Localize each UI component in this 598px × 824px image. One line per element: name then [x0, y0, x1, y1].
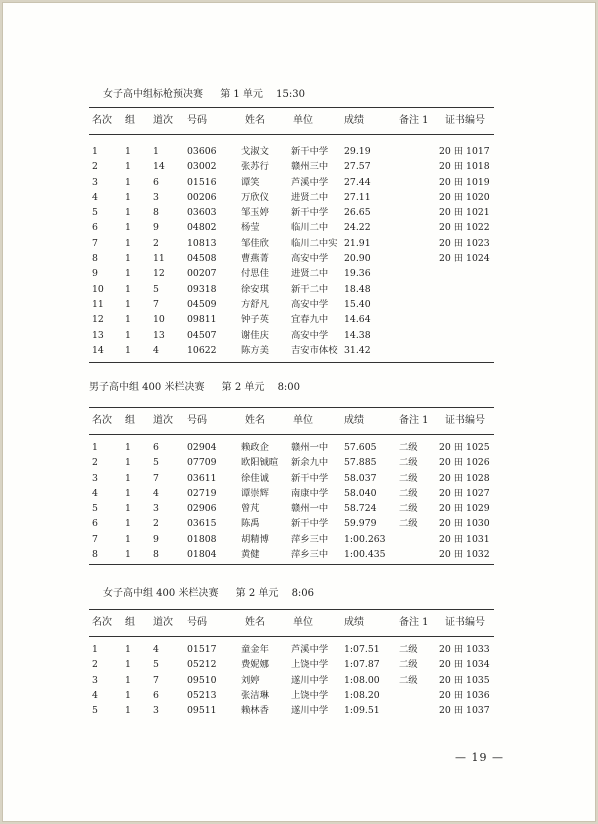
cell-result: 31.42: [344, 344, 371, 356]
cell-name: 赖林香: [241, 705, 269, 717]
cell-group: 1: [125, 442, 131, 453]
cell-certificate: 20 田 1024: [439, 253, 490, 265]
cell-certificate: 20 田 1029: [439, 503, 490, 515]
cell-number: 04507: [187, 329, 217, 341]
header-result: 成绩: [344, 115, 364, 126]
cell-group: 1: [125, 253, 131, 265]
table-row: [89, 673, 494, 688]
cell-remark: 二级: [399, 503, 418, 515]
cell-number: 02904: [187, 442, 217, 453]
table-row: [89, 144, 494, 159]
event-unit: 第 1 单元: [220, 89, 263, 100]
cell-group: 1: [125, 674, 131, 686]
cell-certificate: 20 田 1032: [439, 549, 490, 561]
cell-rank: 3: [92, 472, 98, 484]
table-row: [89, 175, 494, 190]
cell-result: 26.65: [344, 207, 371, 219]
cell-unit: 遂川中学: [291, 705, 329, 717]
header-number: 号码: [187, 415, 207, 426]
header-rank: 名次: [92, 415, 112, 426]
cell-lane: 4: [153, 487, 159, 499]
cell-name: 陈禹: [241, 518, 260, 530]
cell-group: 1: [125, 161, 131, 173]
cell-unit: 新干中学: [291, 146, 329, 157]
cell-group: 1: [125, 549, 131, 561]
cell-group: 1: [125, 689, 131, 701]
header-lane: 道次: [153, 115, 173, 126]
cell-lane: 8: [153, 549, 159, 561]
cell-group: 1: [125, 344, 131, 356]
cell-rank: 8: [92, 253, 98, 265]
table-row: [89, 471, 494, 486]
cell-certificate: 20 田 1028: [439, 472, 490, 484]
cell-result: 14.64: [344, 314, 371, 326]
cell-unit: 萍乡三中: [291, 549, 329, 561]
cell-result: 19.36: [344, 268, 371, 280]
cell-lane: 7: [153, 298, 159, 310]
table-row: [89, 251, 494, 266]
cell-lane: 11: [153, 253, 165, 265]
page-number: — 19 —: [455, 751, 504, 764]
cell-certificate: 20 田 1036: [439, 689, 490, 701]
cell-unit: 临川二中实: [291, 237, 338, 249]
cell-lane: 6: [153, 442, 159, 453]
event-section-women-javelin: [89, 88, 494, 363]
header-result: 成绩: [344, 617, 364, 628]
cell-rank: 1: [92, 146, 98, 157]
cell-number: 09511: [187, 705, 217, 717]
cell-rank: 3: [92, 674, 98, 686]
cell-name: 戈淑文: [241, 146, 269, 157]
cell-rank: 4: [92, 191, 98, 203]
cell-rank: 9: [92, 268, 98, 280]
cell-unit: 赣州三中: [291, 161, 329, 173]
cell-result: 15.40: [344, 298, 371, 310]
cell-group: 1: [125, 237, 131, 249]
cell-number: 03002: [187, 161, 217, 173]
cell-number: 09811: [187, 314, 217, 326]
cell-rank: 4: [92, 689, 98, 701]
table-row: [89, 486, 494, 501]
cell-name: 陈方美: [241, 344, 269, 356]
cell-certificate: 20 田 1017: [439, 146, 490, 157]
table-row: [89, 532, 494, 547]
cell-unit: 新余九中: [291, 457, 329, 469]
cell-result: 57.605: [344, 442, 377, 453]
cell-name: 胡精博: [241, 533, 269, 545]
cell-rank: 11: [92, 298, 104, 310]
cell-group: 1: [125, 705, 131, 717]
cell-unit: 高安中学: [291, 253, 329, 265]
cell-number: 05212: [187, 659, 217, 671]
cell-lane: 7: [153, 674, 159, 686]
header-group: 组: [125, 115, 135, 126]
cell-result: 27.11: [344, 191, 371, 203]
cell-result: 27.57: [344, 161, 371, 173]
cell-unit: 新干二中: [291, 283, 329, 295]
cell-group: 1: [125, 191, 131, 203]
cell-name: 谭笑: [241, 176, 260, 188]
header-unit: 单位: [293, 617, 313, 628]
cell-number: 00207: [187, 268, 217, 280]
event-heading: [89, 587, 494, 601]
header-remark: 备注 1: [399, 115, 429, 126]
cell-group: 1: [125, 283, 131, 295]
cell-remark: 二级: [399, 457, 418, 469]
event-time: 8:06: [291, 588, 315, 599]
cell-unit: 临川二中: [291, 222, 329, 234]
cell-unit: 进贤二中: [291, 191, 329, 203]
cell-lane: 10: [153, 314, 165, 326]
cell-certificate: 20 田 1030: [439, 518, 490, 530]
cell-result: 1:07.51: [344, 644, 380, 655]
event-heading: [89, 381, 494, 395]
cell-number: 09318: [187, 283, 217, 295]
cell-rank: 5: [92, 207, 98, 219]
cell-group: 1: [125, 314, 131, 326]
cell-name: 童金年: [241, 644, 269, 655]
cell-name: 黄健: [241, 549, 260, 561]
cell-lane: 9: [153, 533, 159, 545]
cell-number: 03606: [187, 146, 217, 157]
cell-group: 1: [125, 518, 131, 530]
table-row: [89, 343, 494, 358]
cell-name: 徐安琪: [241, 283, 269, 295]
cell-group: 1: [125, 659, 131, 671]
cell-number: 03603: [187, 207, 217, 219]
cell-number: 04802: [187, 222, 217, 234]
cell-number: 01516: [187, 176, 217, 188]
rule-bottom: [89, 564, 494, 565]
table-row: [89, 642, 494, 657]
event-section-men-400m-hurdles: [89, 381, 494, 565]
cell-result: 59.979: [344, 518, 377, 530]
cell-rank: 5: [92, 705, 98, 717]
header-result: 成绩: [344, 415, 364, 426]
cell-name: 钟子英: [241, 314, 269, 326]
cell-result: 58.037: [344, 472, 377, 484]
cell-name: 邹佳欣: [241, 237, 269, 249]
cell-number: 07709: [187, 457, 217, 469]
cell-number: 09510: [187, 674, 217, 686]
header-certificate: 证书编号: [445, 415, 485, 426]
results-table-body: [89, 144, 494, 358]
event-heading: [89, 88, 494, 102]
cell-result: 1:08.20: [344, 689, 380, 701]
cell-name: 赖政企: [241, 442, 269, 453]
cell-rank: 7: [92, 237, 98, 249]
cell-result: 29.19: [344, 146, 371, 157]
cell-result: 27.44: [344, 176, 371, 188]
cell-name: 张洁琳: [241, 689, 269, 701]
cell-group: 1: [125, 533, 131, 545]
cell-result: 1:08.00: [344, 674, 380, 686]
cell-rank: 14: [92, 344, 104, 356]
header-number: 号码: [187, 115, 207, 126]
cell-result: 58.040: [344, 487, 377, 499]
cell-certificate: 20 田 1027: [439, 487, 490, 499]
cell-unit: 芦溪中学: [291, 644, 329, 655]
cell-unit: 芦溪中学: [291, 176, 329, 188]
cell-result: 20.90: [344, 253, 371, 265]
cell-lane: 6: [153, 176, 159, 188]
cell-certificate: 20 田 1021: [439, 207, 490, 219]
cell-name: 方舒凡: [241, 298, 269, 310]
cell-name: 欧阳铖暄: [241, 457, 279, 469]
cell-certificate: 20 田 1035: [439, 674, 490, 686]
cell-group: 1: [125, 207, 131, 219]
event-unit: 第 2 单元: [235, 588, 279, 599]
cell-rank: 8: [92, 549, 98, 561]
cell-number: 01804: [187, 549, 217, 561]
cell-result: 24.22: [344, 222, 371, 234]
cell-rank: 2: [92, 659, 98, 671]
table-row: [89, 501, 494, 516]
cell-rank: 6: [92, 222, 98, 234]
document-page: [2, 2, 596, 822]
table-row: [89, 703, 494, 718]
cell-certificate: 20 田 1020: [439, 191, 490, 203]
event-section-women-400m-hurdles: [89, 587, 494, 718]
event-name: 女子高中组标枪预决赛: [103, 89, 203, 100]
cell-result: 58.724: [344, 503, 377, 515]
cell-rank: 1: [92, 442, 98, 453]
cell-number: 02906: [187, 503, 217, 515]
event-time: 8:00: [277, 382, 301, 393]
cell-unit: 高安中学: [291, 329, 329, 341]
cell-name: 徐佳诚: [241, 472, 269, 484]
cell-certificate: 20 田 1022: [439, 222, 490, 234]
cell-remark: 二级: [399, 442, 418, 453]
table-row: [89, 190, 494, 205]
cell-lane: 7: [153, 472, 159, 484]
cell-unit: 萍乡三中: [291, 533, 329, 545]
cell-rank: 7: [92, 533, 98, 545]
cell-lane: 5: [153, 457, 159, 469]
cell-lane: 2: [153, 237, 159, 249]
header-name: 姓名: [245, 617, 265, 628]
cell-lane: 14: [153, 161, 165, 173]
cell-name: 刘婷: [241, 674, 260, 686]
cell-result: 21.91: [344, 237, 371, 249]
cell-number: 04509: [187, 298, 217, 310]
cell-number: 10622: [187, 344, 217, 356]
table-row: [89, 440, 494, 455]
cell-certificate: 20 田 1033: [439, 644, 490, 655]
header-rank: 名次: [92, 115, 112, 126]
event-time: 15:30: [276, 89, 305, 100]
cell-unit: 赣州一中: [291, 503, 329, 515]
table-row: [89, 236, 494, 251]
table-row: [89, 516, 494, 531]
cell-rank: 3: [92, 176, 98, 188]
cell-certificate: 20 田 1034: [439, 659, 490, 671]
cell-name: 杨莹: [241, 222, 260, 234]
cell-name: 张苏行: [241, 161, 269, 173]
cell-result: 14.38: [344, 329, 371, 341]
cell-group: 1: [125, 176, 131, 188]
cell-remark: 二级: [399, 644, 418, 655]
cell-lane: 4: [153, 644, 159, 655]
table-row: [89, 205, 494, 220]
header-certificate: 证书编号: [445, 115, 485, 126]
cell-unit: 新干中学: [291, 207, 329, 219]
cell-lane: 8: [153, 207, 159, 219]
cell-unit: 遂川中学: [291, 674, 329, 686]
header-group: 组: [125, 415, 135, 426]
header-remark: 备注 1: [399, 415, 429, 426]
header-name: 姓名: [245, 115, 265, 126]
cell-certificate: 20 田 1037: [439, 705, 490, 717]
cell-rank: 12: [92, 314, 104, 326]
cell-certificate: 20 田 1031: [439, 533, 490, 545]
table-row: [89, 266, 494, 281]
cell-group: 1: [125, 268, 131, 280]
cell-group: 1: [125, 329, 131, 341]
cell-name: 曹燕菁: [241, 253, 269, 265]
cell-group: 1: [125, 146, 131, 157]
table-row: [89, 312, 494, 327]
cell-lane: 4: [153, 344, 159, 356]
event-unit: 第 2 单元: [221, 382, 265, 393]
cell-unit: 南康中学: [291, 487, 329, 499]
table-header: [89, 408, 494, 434]
rule-bottom: [89, 362, 494, 363]
cell-name: 谢佳庆: [241, 329, 269, 341]
cell-result: 1:00.263: [344, 533, 386, 545]
cell-name: 谭崇辉: [241, 487, 269, 499]
cell-certificate: 20 田 1023: [439, 237, 490, 249]
cell-certificate: 20 田 1025: [439, 442, 490, 453]
event-name: 男子高中组 400 米栏决赛: [89, 382, 205, 393]
cell-number: 04508: [187, 253, 217, 265]
cell-remark: 二级: [399, 659, 418, 671]
cell-unit: 高安中学: [291, 298, 329, 310]
header-rank: 名次: [92, 617, 112, 628]
cell-result: 1:00.435: [344, 549, 386, 561]
cell-lane: 2: [153, 518, 159, 530]
cell-unit: 赣州一中: [291, 442, 329, 453]
cell-rank: 5: [92, 503, 98, 515]
cell-rank: 10: [92, 283, 104, 295]
cell-name: 费妮娜: [241, 659, 269, 671]
cell-group: 1: [125, 298, 131, 310]
cell-number: 10813: [187, 237, 217, 249]
cell-result: 1:09.51: [344, 705, 380, 717]
cell-name: 付思佳: [241, 268, 269, 280]
table-row: [89, 547, 494, 562]
cell-lane: 3: [153, 705, 159, 717]
cell-number: 02719: [187, 487, 217, 499]
cell-number: 03611: [187, 472, 217, 484]
cell-rank: 6: [92, 518, 98, 530]
cell-lane: 12: [153, 268, 165, 280]
cell-lane: 5: [153, 659, 159, 671]
cell-lane: 13: [153, 329, 165, 341]
header-lane: 道次: [153, 415, 173, 426]
table-header: [89, 108, 494, 134]
cell-certificate: 20 田 1019: [439, 176, 490, 188]
cell-result: 57.885: [344, 457, 377, 469]
results-table-body: [89, 440, 494, 562]
cell-lane: 6: [153, 689, 159, 701]
table-row: [89, 220, 494, 235]
cell-lane: 3: [153, 503, 159, 515]
cell-number: 01517: [187, 644, 217, 655]
cell-number: 05213: [187, 689, 217, 701]
header-unit: 单位: [293, 415, 313, 426]
cell-name: 曾芃: [241, 503, 260, 515]
cell-certificate: 20 田 1026: [439, 457, 490, 469]
cell-unit: 上饶中学: [291, 659, 329, 671]
cell-lane: 9: [153, 222, 159, 234]
cell-group: 1: [125, 222, 131, 234]
cell-name: 邹玉婷: [241, 207, 269, 219]
cell-group: 1: [125, 472, 131, 484]
cell-group: 1: [125, 644, 131, 655]
results-table-body: [89, 642, 494, 718]
cell-group: 1: [125, 457, 131, 469]
cell-unit: 宜春九中: [291, 314, 329, 326]
cell-unit: 进贤二中: [291, 268, 329, 280]
cell-rank: 2: [92, 161, 98, 173]
cell-rank: 2: [92, 457, 98, 469]
cell-unit: 吉安市体校: [291, 344, 338, 356]
table-row: [89, 688, 494, 703]
table-row: [89, 455, 494, 470]
cell-rank: 13: [92, 329, 104, 341]
cell-lane: 3: [153, 191, 159, 203]
table-row: [89, 657, 494, 672]
table-row: [89, 328, 494, 343]
cell-group: 1: [125, 487, 131, 499]
cell-lane: 1: [153, 146, 159, 157]
event-name: 女子高中组 400 米栏决赛: [103, 588, 219, 599]
cell-name: 万欣仪: [241, 191, 269, 203]
cell-remark: 二级: [399, 487, 418, 499]
table-header: [89, 610, 494, 636]
cell-rank: 1: [92, 644, 98, 655]
cell-group: 1: [125, 503, 131, 515]
header-remark: 备注 1: [399, 617, 429, 628]
cell-number: 03615: [187, 518, 217, 530]
cell-remark: 二级: [399, 674, 418, 686]
header-name: 姓名: [245, 415, 265, 426]
table-row: [89, 297, 494, 312]
cell-number: 01808: [187, 533, 217, 545]
cell-unit: 新干中学: [291, 518, 329, 530]
cell-number: 00206: [187, 191, 217, 203]
cell-result: 18.48: [344, 283, 371, 295]
cell-rank: 4: [92, 487, 98, 499]
cell-unit: 新干中学: [291, 472, 329, 484]
header-group: 组: [125, 617, 135, 628]
header-unit: 单位: [293, 115, 313, 126]
table-row: [89, 282, 494, 297]
cell-lane: 5: [153, 283, 159, 295]
cell-unit: 上饶中学: [291, 689, 329, 701]
header-lane: 道次: [153, 617, 173, 628]
cell-remark: 二级: [399, 518, 418, 530]
cell-result: 1:07.87: [344, 659, 380, 671]
table-row: [89, 159, 494, 174]
cell-remark: 二级: [399, 472, 418, 484]
header-number: 号码: [187, 617, 207, 628]
cell-certificate: 20 田 1018: [439, 161, 490, 173]
header-certificate: 证书编号: [445, 617, 485, 628]
